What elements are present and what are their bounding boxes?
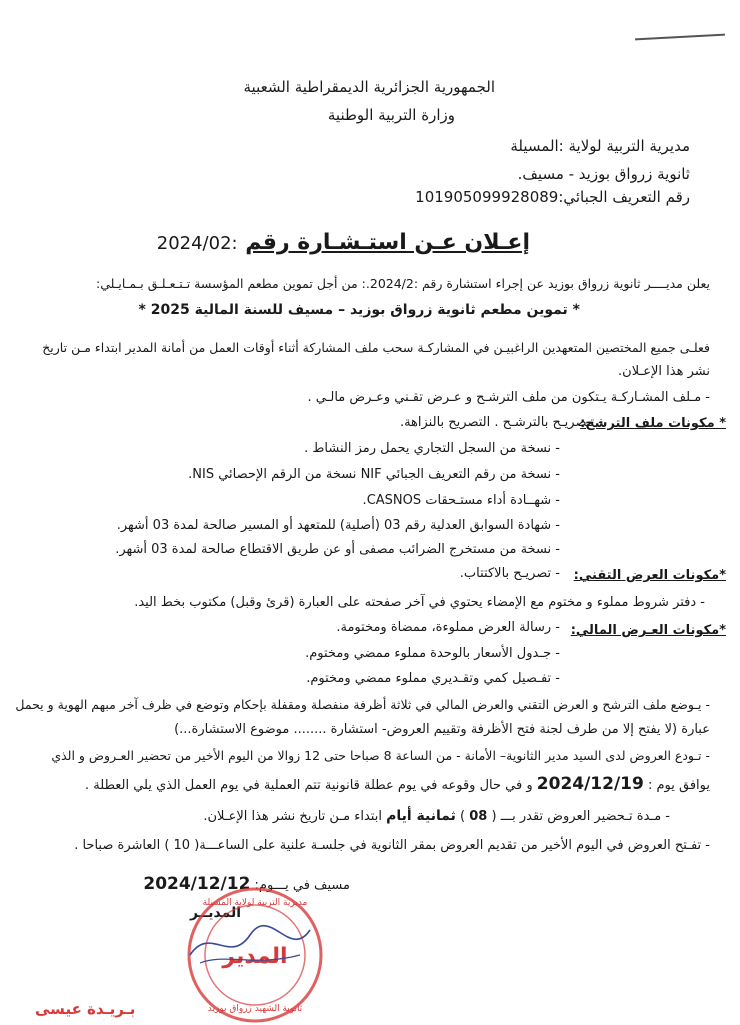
financial-item: - تفـصيل كمي وتقـديري مملوء ممضي ومختوم. [306,671,560,686]
duration-tail: ابتداء مـن تاريخ نشر هذا الإعـلان. [203,809,382,824]
candidacy-item: - تـصريـح بالترشـح . التصريح بالنزاهة. [399,415,603,430]
deposit-date: 2024/12/19 [536,774,644,794]
duration-after: ) [460,809,466,824]
nif-value: 101905099928089 [415,188,559,206]
deposit-day-label: يوافق يوم : [647,778,710,793]
ministry-header: وزارة التربية الوطنية [327,106,455,124]
intro-text: يعلن مديــــر ثانوية زرواق بوزيد عن إجراء استشارة رقم :2024/2.: من أجل تموين مطعم المؤسسة تـتـعـلـق بـمـايـلي: [96,276,710,291]
subject-line: * تموين مطعم ثانوية زرواق بوزيد – مسيف للسنة المالية 2025 * [138,302,580,318]
director-name-stamp: بـريـدة عيسى [35,1000,136,1018]
technical-item: - دفتر شروط مملوء و مختوم مع الإمضاء يحتوي في آخر صفحته على العبارة (قرئ وقبل) مكتوب بخط اليد. [134,595,705,610]
place-date-value: 2024/12/12 [143,874,251,894]
envelope-line-2: عبارة (لا يفتح إلا من طرف لجنة فتح الأظرفة وتقييم العروض- استشارة ........ موضوع الاستشارة...) [174,722,710,737]
opening-line: - تفـتح العروض في اليوم الأخير من تقديم العروض بمقر الثانوية في جلسـة علنية على الساعـــة( 10 ) العاشرة صباحا . [74,838,710,853]
directorate-line: مديرية التربية لولاية :المسيلة [510,137,690,155]
technical-item: - تصريـح بالاكتتاب. [459,566,560,581]
candidacy-item: - نسخة من رقم التعريف الجبائي NIF نسخة من الرقم الإحصائي NIS. [188,467,560,482]
duration-days: ثمانية أيام [386,808,456,824]
stamp-top-text: مديرية التربية لولاية المسيلة [202,898,308,908]
handwritten-signature [180,915,320,975]
director-role: المديــر [190,905,242,921]
nif-label: رقم التعريف الجبائي: [558,188,690,206]
financial-heading: *مكونات العـرض المالي: [570,623,726,638]
invitation-line-2: نشر هذا الإعـلان. [618,364,710,379]
invitation-line-1: فعلـى جميع المختصين المتعهدين الراغبيـن في المشاركـة سحب ملف المشاركة أثناء أوقات العمل من أمانة المدير ابتداء مـن تاريخ [42,340,710,355]
technical-heading: *مكونات العرض التقني: [573,568,726,583]
nif-line [415,188,690,206]
candidacy-item: - نسخة من السجل التجاري يحمل رمز النشاط . [304,441,560,456]
deposit-line-2 [85,774,710,794]
title-main: إعـلان عـن استـشـارة رقم [245,230,530,255]
financial-item: - جـدول الأسعار بالوحدة مملوء ممضي ومختوم. [305,646,560,661]
stamp-bottom-text: ثانوية الشهيد زرواق بوزيد [207,1004,303,1014]
candidacy-item: - شهادة السوابق العدلية رقم 03 (أصلية) للمتعهد أو المسير صالحة لمدة 03 أشهر. [116,518,560,533]
announcement-title [157,230,530,255]
republic-header: الجمهورية الجزائرية الديمقراطية الشعبية [243,78,495,96]
place-date-label: مسيف في يـــوم: [254,878,350,893]
duration-number: 08 [469,809,488,824]
deposit-note: و في حال وقوعه في يوم عطلة قانونية تتم العملية في يوم العمل الذي يلي العطلة . [85,778,533,793]
deposit-line-1: - تـودع العروض لدى السيد مدير الثانوية– الأمانة - من الساعة 8 صباحا حتى 12 زوالا من اليوم الأخير من تحضير العـروض و الذي [51,748,710,763]
envelope-line-1: - يـوضع ملف الترشح و العرض التقني والعرض المالي في ثلاثة أظرفة منفصلة ومقفلة بإحكام وتوضع في ظرف آخر مبهم الهوية و يحمل [15,697,710,712]
duration-before: - مـدة تـحضير العروض تقدر بـــ ( [491,809,670,824]
candidacy-item: - نسخة من مستخرج الضرائب مصفى أو عن طريق الاقتطاع صالحة لمدة 03 أشهر. [115,542,560,557]
title-number: :2024/02 [156,233,238,254]
duration-line [203,808,670,824]
school-line: ثانوية زرواق بوزيد - مسيف. [517,165,690,183]
candidacy-heading: * مكونات ملف الترشح: [580,416,726,431]
file-components: - مـلف المشـاركـة يـتكون من ملف الترشـح و عـرض تقـني وعـرض مالـي . [307,390,710,405]
stamp-center-text: المدير [222,944,288,969]
scan-mark [635,34,725,41]
financial-item: - رسالة العرض مملوءة، ممضاة ومختومة. [336,620,560,635]
candidacy-item: - شهــادة أداء مستـحقات CASNOS. [362,493,560,508]
